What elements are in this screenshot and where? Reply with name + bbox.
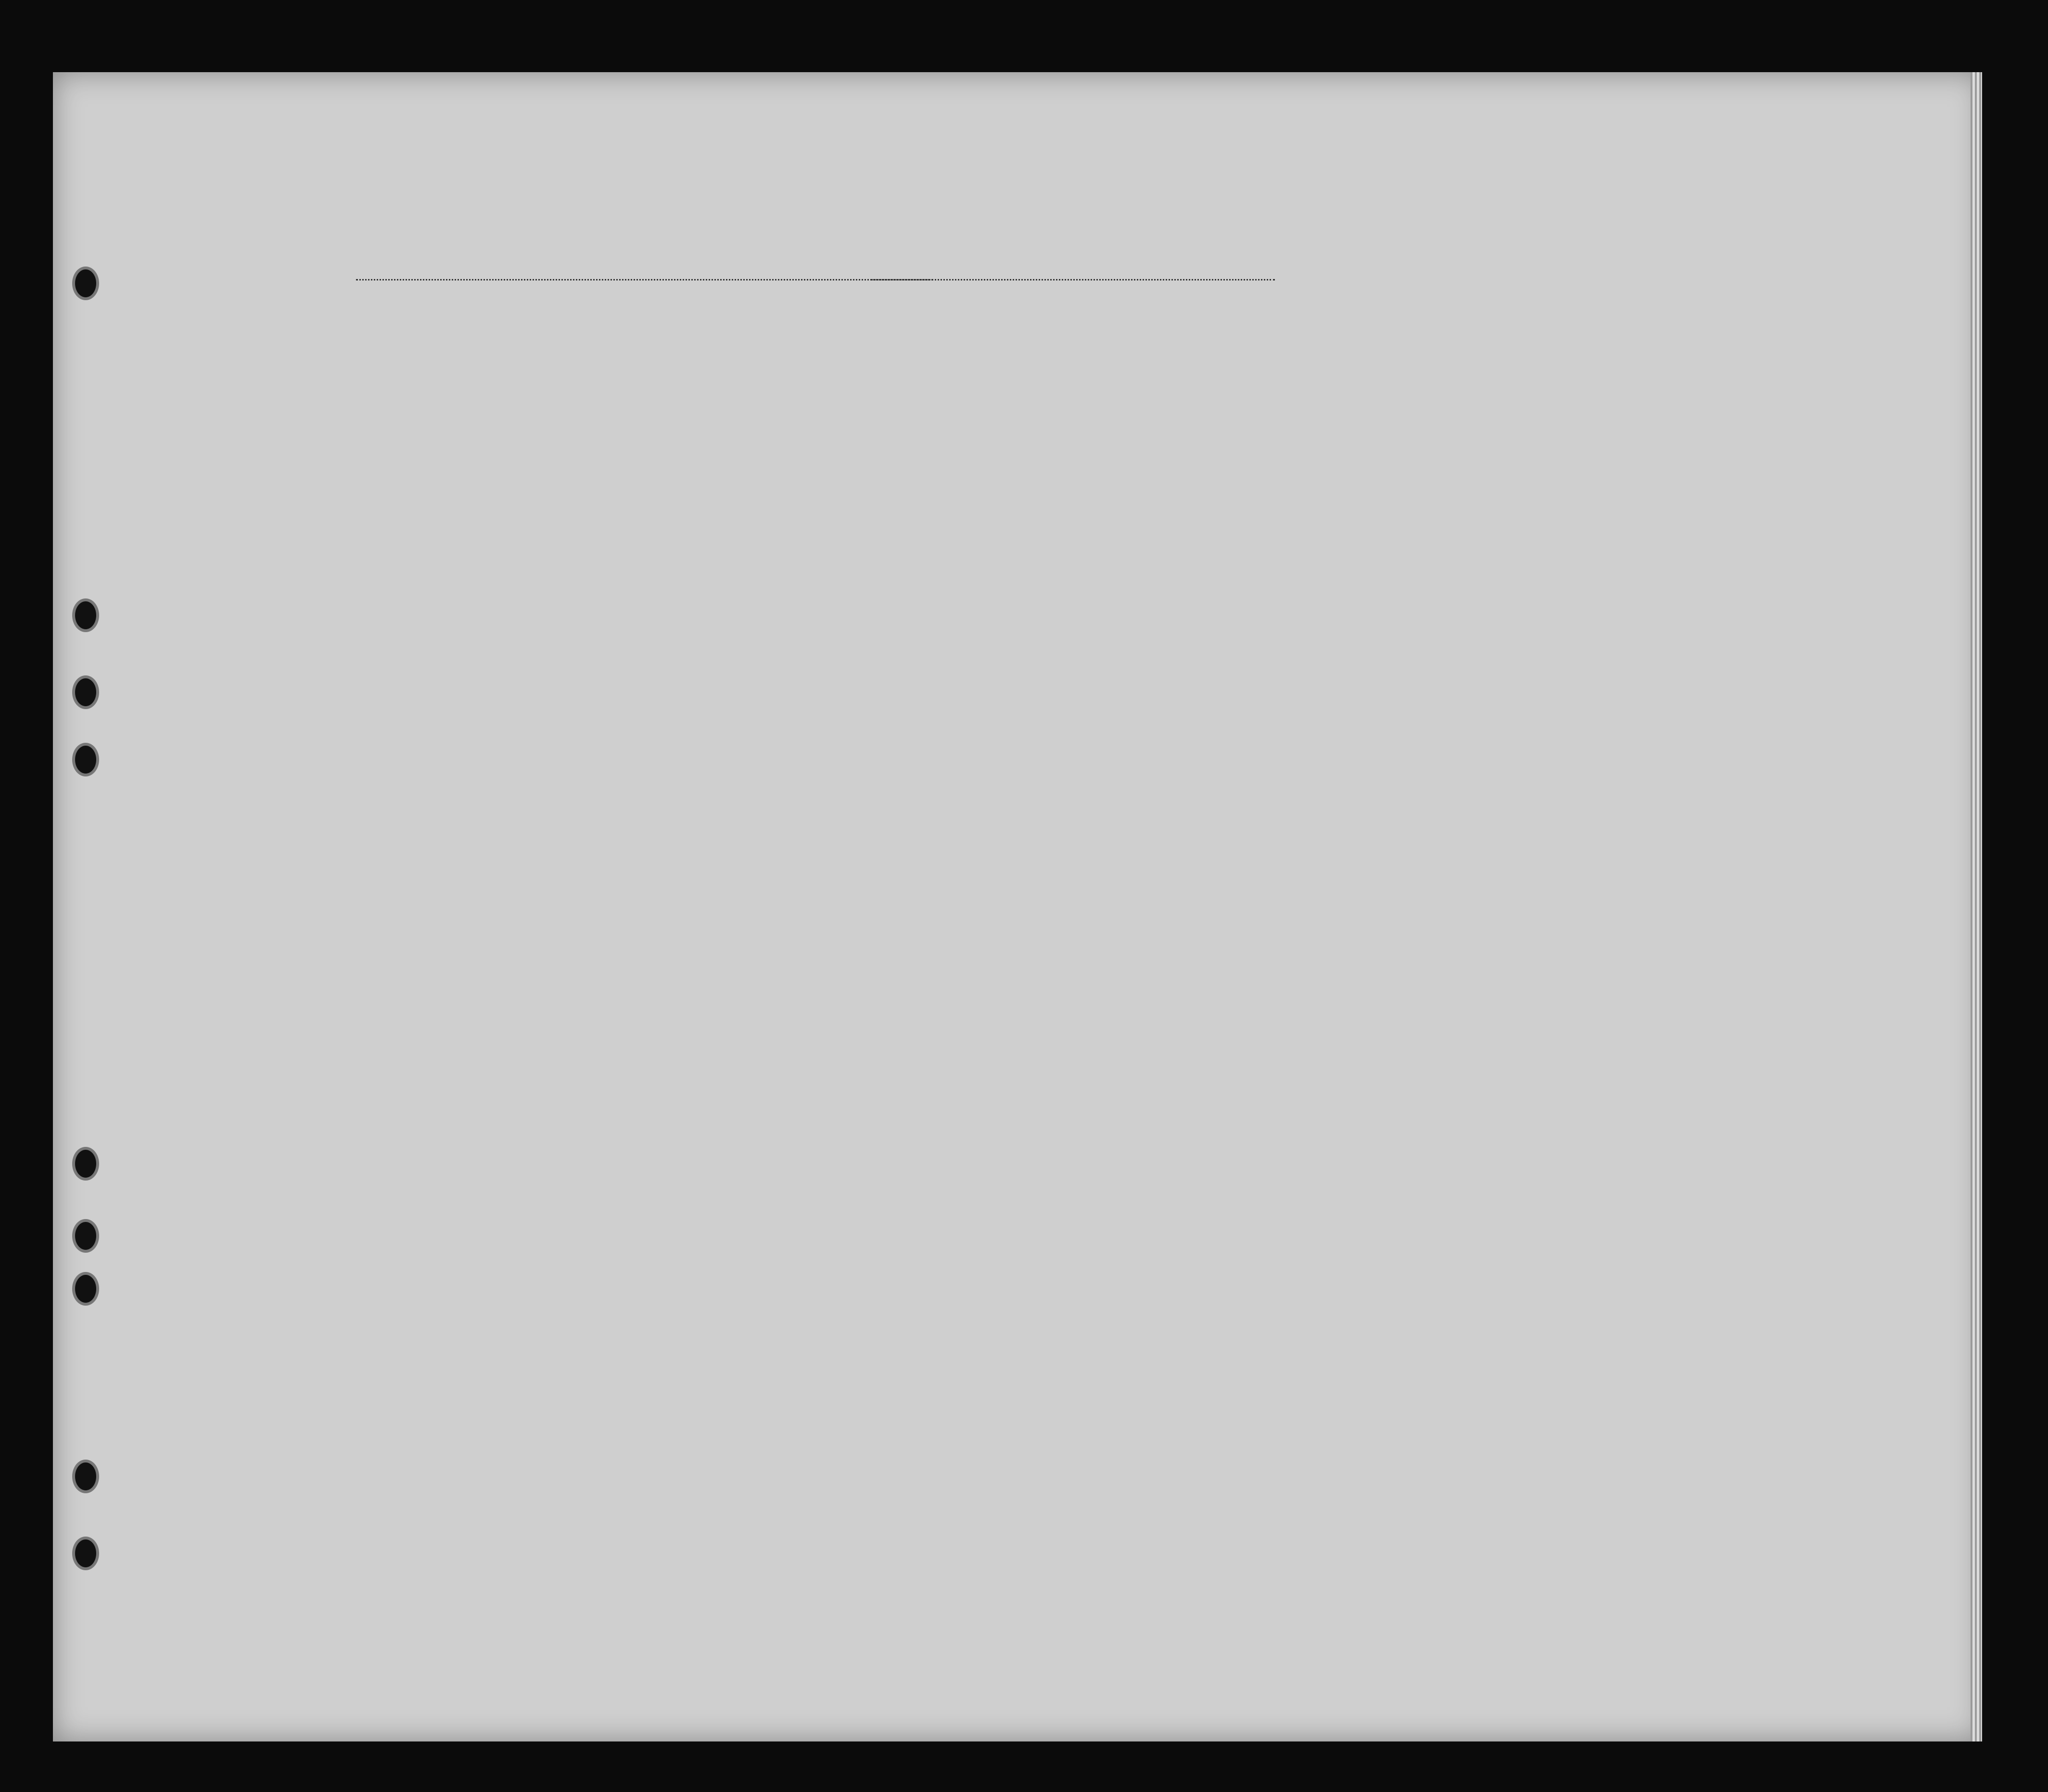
manifest-sheet (53, 72, 1982, 1741)
col24-sub-c (1316, 368, 1345, 532)
col24-sub-b (1279, 368, 1308, 532)
col24-sub-a (1241, 368, 1270, 532)
table-grid (53, 72, 1982, 1741)
